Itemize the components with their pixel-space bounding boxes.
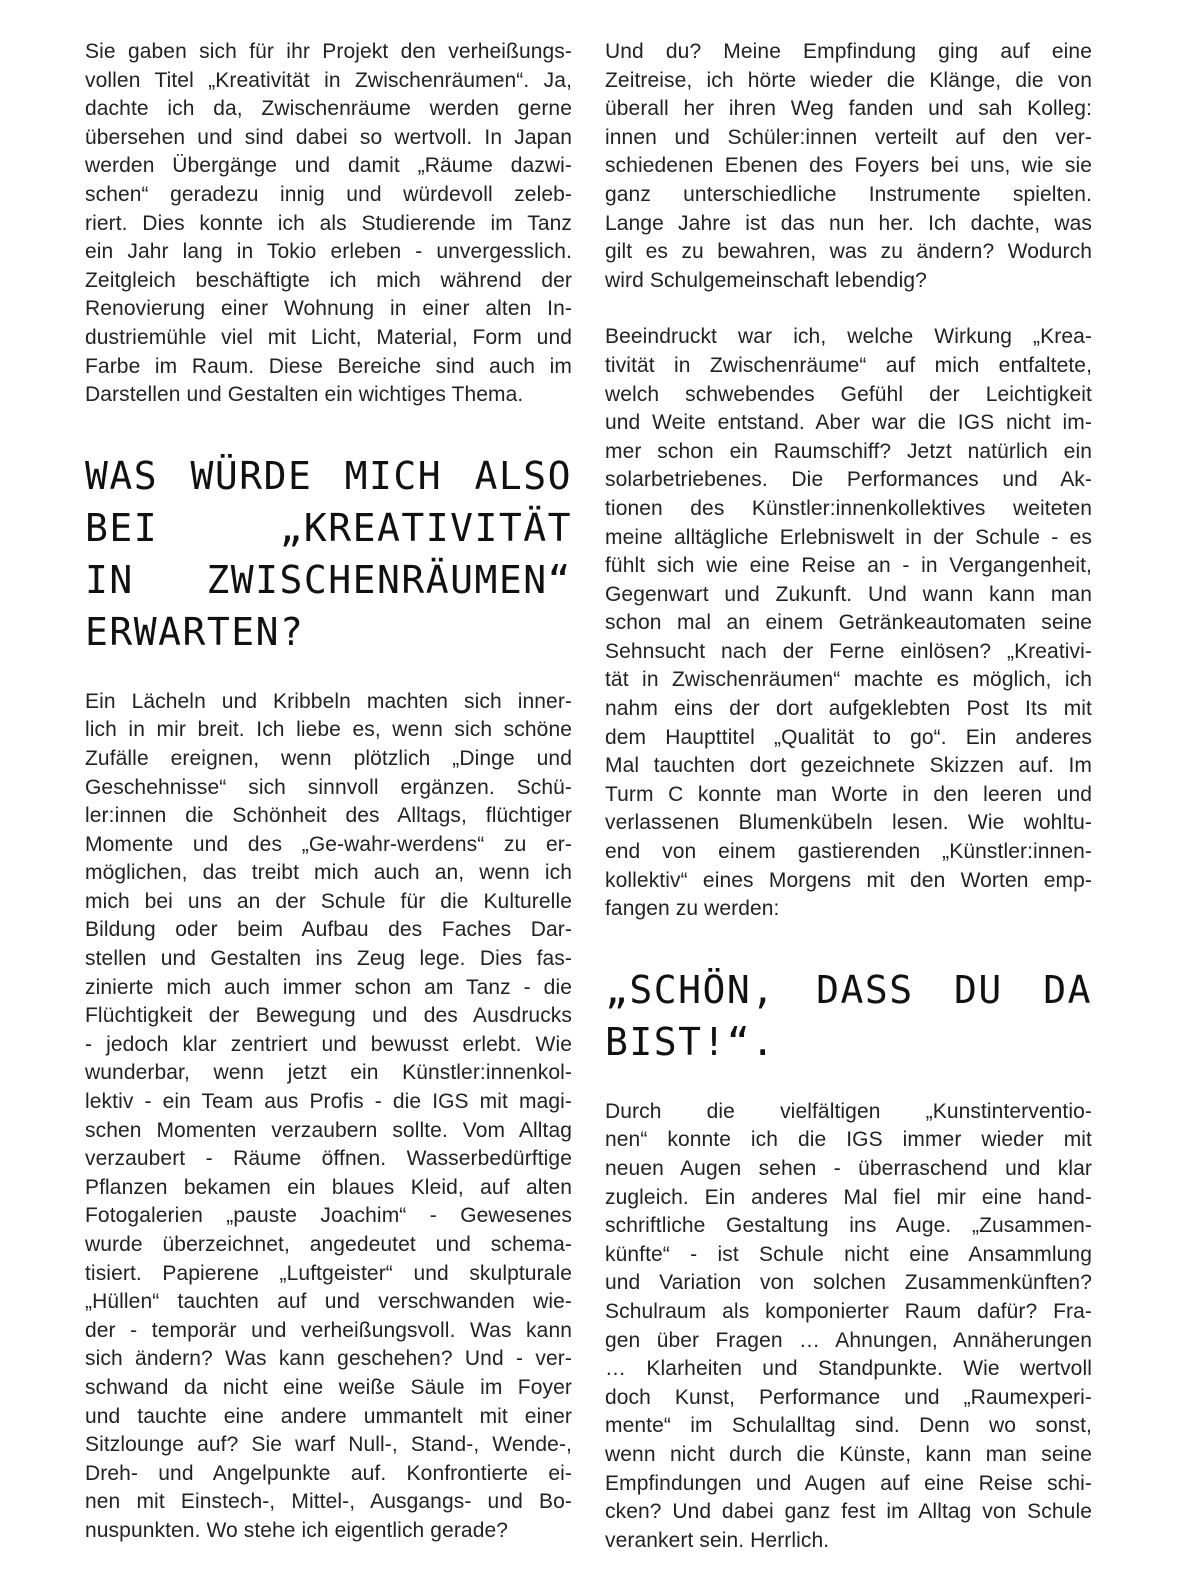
right-column [605, 38, 1092, 1555]
text-line: mente“ im Schulalltag sind. Denn wo sonst, [605, 1414, 1092, 1438]
text-line: verzaubert - Räume öffnen. Wasserbedürftige [85, 1147, 572, 1171]
text-line: übersehen und sind dabei so wertvoll. In Japan [85, 125, 572, 149]
text-line: schriftliche Gestaltung ins Auge. „Zusammen- [605, 1214, 1092, 1238]
heading-line: BEI „KREATIVITÄT [85, 505, 572, 550]
text-line: Pflanzen bekamen ein blaues Kleid, auf alten [85, 1175, 572, 1199]
text-line: nen“ konnte ich die IGS immer wieder mit [605, 1128, 1092, 1152]
text-line: Zufälle ereignen, wenn plötzlich „Dinge und [85, 746, 572, 770]
text-line: ein Jahr lang in Tokio erleben - unvergesslich. [85, 240, 572, 264]
text-line: Zeitgleich beschäftigte ich mich während der [85, 268, 572, 292]
text-line: mich bei uns an der Schule für die Kulturelle [85, 889, 572, 913]
text-line: Ein Lächeln und Kribbeln machten sich inner- [85, 689, 572, 713]
text-line: werden Übergänge und damit „Räume dazwi- [85, 154, 572, 178]
text-line: künfte“ - ist Schule nicht eine Ansammlung [605, 1242, 1092, 1266]
left-paragraph-1 [85, 38, 572, 410]
text-line: Sitzlounge auf? Sie warf Null-, Stand-, Wende-, [85, 1433, 572, 1457]
text-line: verlassenen Blumenkübeln lesen. Wie wohltu- [605, 811, 1092, 835]
text-line: ler:innen die Schönheit des Alltags, flüchtiger [85, 804, 572, 828]
text-line: fühlt sich wie eine Reise an - in Vergangenheit, [605, 554, 1092, 578]
text-line: doch Kunst, Performance und „Raumexperi- [605, 1385, 1092, 1409]
text-line: wurde überzeichnet, angedeutet und schema- [85, 1233, 572, 1256]
text-line: und Weite entstand. Aber war die IGS nicht im- [605, 411, 1092, 435]
text-line: Zeitreise, ich hörte wieder die Klänge, die von [605, 68, 1092, 92]
text-line: lich in mir breit. Ich liebe es, wenn sich schöne [85, 718, 572, 742]
left-column [85, 38, 572, 1546]
text-line: mer schon ein Raumschiff? Jetzt natürlich ein [605, 439, 1092, 463]
text-line: schen Momenten verzaubern sollte. Vom Alltag [85, 1118, 572, 1142]
text-line: wunderbar, wenn jetzt ein Künstler:innenkol- [85, 1061, 572, 1085]
text-line: innen und Schüler:innen verteilt auf den ver- [605, 125, 1092, 149]
text-line: schen“ geradezu innig und würdevoll zeleb- [85, 182, 572, 206]
text-line: tionen des Künstler:innenkollektives weiteten [605, 496, 1092, 520]
text-line: dustriemühle viel mit Licht, Material, Form und [85, 325, 572, 349]
text-line: Sehnsucht nach der Ferne einlösen? „Kreativi- [605, 639, 1092, 663]
text-line: Empfindungen und Augen auf eine Reise schi- [605, 1471, 1092, 1495]
text-line: cken? Und dabei ganz fest im Alltag von Schule [605, 1500, 1092, 1524]
heading-line: IN ZWISCHENRÄUMEN“ [85, 557, 572, 602]
text-line: möglichen, das treibt mich auch an, wenn ich [85, 861, 572, 885]
text-line: fangen zu werden: [605, 897, 780, 921]
text-line: Flüchtigkeit der Bewegung und des Ausdrucks [85, 1004, 572, 1028]
text-line: gen über Fragen … Ahnungen, Annäherungen [605, 1328, 1092, 1352]
heading-line: „SCHÖN, DASS DU DA [605, 967, 1092, 1012]
heading-line: BIST!“. [605, 1019, 776, 1064]
text-line: solarbetriebenes. Die Performances und Ak- [605, 468, 1092, 492]
text-line: Durch die vielfältigen „Kunstinterventio- [605, 1099, 1092, 1123]
text-line: nen mit Einstech-, Mittel-, Ausgangs- und Bo- [85, 1490, 572, 1514]
text-line: riert. Dies konnte ich als Studierende im Tanz [85, 211, 572, 235]
right-paragraph-2 [605, 323, 1092, 923]
text-line: und tauchte eine andere ummantelt mit einer [85, 1404, 572, 1428]
left-heading [85, 450, 572, 658]
right-heading-quote [605, 964, 1092, 1068]
text-line: sich ändern? Was kann geschehen? Und - ver- [85, 1347, 572, 1371]
text-line: tisiert. Papierene „Luftgeister“ und skulpturale [85, 1261, 572, 1285]
text-line: schwand da nicht eine weiße Säule im Foyer [85, 1375, 572, 1399]
text-line: Mal tauchten dort gezeichnete Skizzen auf. Im [605, 754, 1092, 778]
text-line: Farbe im Raum. Diese Bereiche sind auch im [85, 354, 572, 378]
text-line: dachte ich da, Zwischenräume werden gerne [85, 97, 572, 121]
text-line: nuspunkten. Wo stehe ich eigentlich gerade? [85, 1518, 509, 1542]
text-line: nahm eins der dort aufgeklebten Post Its mit [605, 697, 1092, 721]
text-line: Renovierung einer Wohnung in einer alten In- [85, 297, 572, 321]
text-line: schon mal an einem Getränkeautomaten seine [605, 611, 1092, 635]
text-line: wird Schulgemeinschaft lebendig? [605, 268, 927, 292]
text-line: Schulraum als komponierter Raum dafür? Fra- [605, 1299, 1092, 1323]
right-paragraph-1 [605, 38, 1092, 295]
text-line: überall her ihren Weg fanden und sah Kolleg: [605, 97, 1092, 121]
heading-line: WAS WÜRDE MICH ALSO [85, 453, 572, 498]
text-line: verankert sein. Herrlich. [605, 1528, 830, 1552]
text-line: der - temporär und verheißungsvoll. Was kann [85, 1318, 572, 1342]
text-line: tät in Zwischenräumen“ machte es möglich, ich [605, 668, 1092, 692]
text-line: Beeindruckt war ich, welche Wirkung „Krea- [605, 325, 1092, 349]
text-line: Geschehnisse“ sich sinnvoll ergänzen. Schü- [85, 775, 572, 799]
text-line: - jedoch klar zentriert und bewusst erlebt. Wie [85, 1032, 572, 1056]
text-line: meine alltägliche Erlebniswelt in der Schule - es [605, 525, 1092, 549]
text-line: Sie gaben sich für ihr Projekt den verheißungs- [85, 40, 572, 63]
text-line: und Variation von solchen Zusammenkünften? [605, 1271, 1092, 1295]
text-line: neuen Augen sehen - überraschend und klar [605, 1157, 1092, 1180]
text-line: Darstellen und Gestalten ein wichtiges Thema. [85, 383, 524, 407]
left-paragraph-2 [85, 688, 572, 1546]
text-line: tivität in Zwischenräume“ auf mich entfaltete, [605, 353, 1092, 377]
text-line: Fotogalerien „pauste Joachim“ - Gewesenes [85, 1204, 572, 1228]
text-line: zinierte mich auch immer schon am Tanz - die [85, 975, 572, 999]
text-line: wenn nicht durch die Künste, kann man seine [605, 1442, 1092, 1466]
text-line: end von einem gastierenden „Künstler:innen- [605, 840, 1092, 864]
text-line: Und du? Meine Empfindung ging auf eine [605, 40, 1092, 63]
text-line: Lange Jahre ist das nun her. Ich dachte, was [605, 211, 1092, 235]
heading-line: ERWARTEN? [85, 609, 305, 654]
text-line: zugleich. Ein anderes Mal fiel mir eine hand- [605, 1185, 1092, 1209]
text-line: vollen Titel „Kreativität in Zwischenräumen“. Ja, [85, 68, 572, 92]
text-line: Dreh- und Angelpunkte auf. Konfrontierte ei- [85, 1461, 572, 1485]
text-line: lektiv - ein Team aus Profis - die IGS mit magi- [85, 1090, 572, 1114]
right-paragraph-3 [605, 1098, 1092, 1556]
text-line: Turm C konnte man Worte in den leeren und [605, 782, 1092, 806]
text-line: schiedenen Ebenen des Foyers bei uns, wie sie [605, 154, 1092, 178]
text-line: welch schwebendes Gefühl der Leichtigkeit [605, 382, 1092, 406]
text-line: stellen und Gestalten ins Zeug lege. Dies fas- [85, 947, 572, 971]
text-line: Momente und des „Ge-wahr-werdens“ zu er- [85, 832, 572, 856]
text-line: dem Haupttitel „Qualität to go“. Ein anderes [605, 725, 1092, 749]
text-line: gilt es zu bewahren, was zu ändern? Wodurch [605, 240, 1092, 264]
text-line: Bildung oder beim Aufbau des Faches Dar- [85, 918, 572, 942]
text-line: … Klarheiten und Standpunkte. Wie wertvoll [605, 1357, 1092, 1381]
text-line: ganz unterschiedliche Instrumente spielten. [605, 182, 1092, 206]
text-line: kollektiv“ eines Morgens mit den Worten emp- [605, 868, 1092, 892]
text-line: „Hüllen“ tauchten auf und verschwanden wie- [85, 1290, 572, 1314]
text-line: Gegenwart und Zukunft. Und wann kann man [605, 582, 1092, 606]
